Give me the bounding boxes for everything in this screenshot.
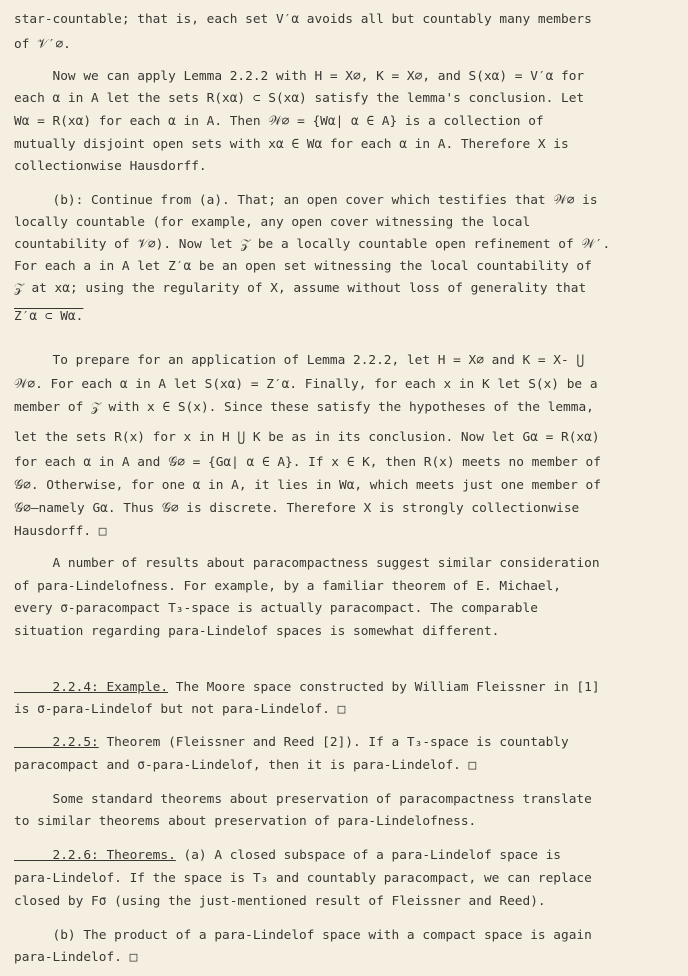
text-line: every σ-paracompact T₃-space is actually paracompact. The comparable (14, 601, 538, 616)
text-line: To prepare for an application of Lemma 2.2.2, let H = X∅ and K = X- ⋃ (14, 353, 585, 368)
text-line: let the sets R(x) for x in H ⋃ K be as in its conclusion. Now let Gα = R(xα) (14, 430, 600, 445)
text-line (14, 680, 600, 696)
example-heading: 2.2.4: Example. (14, 680, 169, 695)
text-line: 𝒢∅. Otherwise, for one α in A, it lies in Wα, which meets just one member of (14, 478, 601, 493)
text-line: Some standard theorems about preservation of paracompactness translate (14, 792, 592, 807)
text-line: para-Lindelof. □ (14, 950, 138, 965)
text-line: of 𝒱′∅. (14, 37, 71, 52)
text-line: A number of results about paracompactness suggest similar consideration (14, 556, 600, 571)
text-line: closed by Fσ (using the just-mentioned result of Fleissner and Reed). (14, 894, 546, 909)
text-line: (b) The product of a para-Lindelof space with a compact space is again (14, 928, 592, 943)
text-line: para-Lindelof. If the space is T₃ and countably paracompact, we can replace (14, 871, 592, 886)
text-line: Z′α ⊂ Wα. (14, 309, 84, 324)
text-line: mutually disjoint open sets with xα ∈ Wα for each α in A. Therefore X is (14, 137, 569, 152)
theorems-text: (a) A closed subspace of a para-Lindelof space is (175, 848, 562, 863)
theorem-heading: 2.2.5: (14, 735, 99, 750)
text-line: collectionwise Hausdorff. (14, 159, 207, 174)
text-line: countability of 𝒱∅). Now let 𝒵 be a locally countable open refinement of 𝒲′. (14, 237, 611, 252)
text-line: 𝒲∅. For each α in A let S(xα) = Z′α. Finally, for each x in K let S(x) be a (14, 377, 598, 392)
theorem-text: Theorem (Fleissner and Reed [2]). If a T₃-space is countably (98, 735, 569, 750)
text-line (14, 735, 569, 751)
theorems-heading: 2.2.6: Theorems. (14, 848, 176, 863)
text-line: Wα = R(xα) for each α in A. Then 𝒲∅ = {Wα| α ∈ A} is a collection of (14, 114, 544, 129)
text-line: each α in A let the sets R(xα) ⊂ S(xα) satisfy the lemma's conclusion. Let (14, 91, 585, 106)
example-text: The Moore space constructed by William Fleissner in [1] (168, 680, 600, 695)
text-line: star-countable; that is, each set V′α avoids all but countably many members (14, 12, 592, 27)
text-line: For each a in A let Z′α be an open set witnessing the local countability of (14, 259, 592, 274)
text-line: 𝒵 at xα; using the regularity of X, assume without loss of generality that (14, 281, 587, 296)
text-line: 𝒢∅—namely Gα. Thus 𝒢∅ is discrete. Therefore X is strongly collectionwise (14, 501, 580, 516)
text-line: for each α in A and 𝒢∅ = {Gα| α ∈ A}. If x ∈ K, then R(x) meets no member of (14, 455, 601, 470)
text-line: Hausdorff. □ (14, 524, 107, 539)
text-line: member of 𝒵 with x ∈ S(x). Since these satisfy the hypotheses of the lemma, (14, 400, 594, 415)
text-line: to similar theorems about preservation of para-Lindelofness. (14, 814, 477, 829)
text-line (14, 848, 561, 864)
text-line: locally countable (for example, any open cover witnessing the local (14, 215, 531, 230)
text-line: of para-Lindelofness. For example, by a familiar theorem of E. Michael, (14, 579, 562, 594)
text-line: Now we can apply Lemma 2.2.2 with H = X∅, K = X∅, and S(xα) = V′α for (14, 69, 585, 84)
text-line: situation regarding para-Lindelof spaces is somewhat different. (14, 624, 500, 639)
text-line: (b): Continue from (a). That; an open cover which testifies that 𝒲∅ is (14, 193, 598, 208)
text-line: is σ-para-Lindelof but not para-Lindelof. □ (14, 702, 346, 717)
text-line: paracompact and σ-para-Lindelof, then it is para-Lindelof. □ (14, 758, 477, 773)
